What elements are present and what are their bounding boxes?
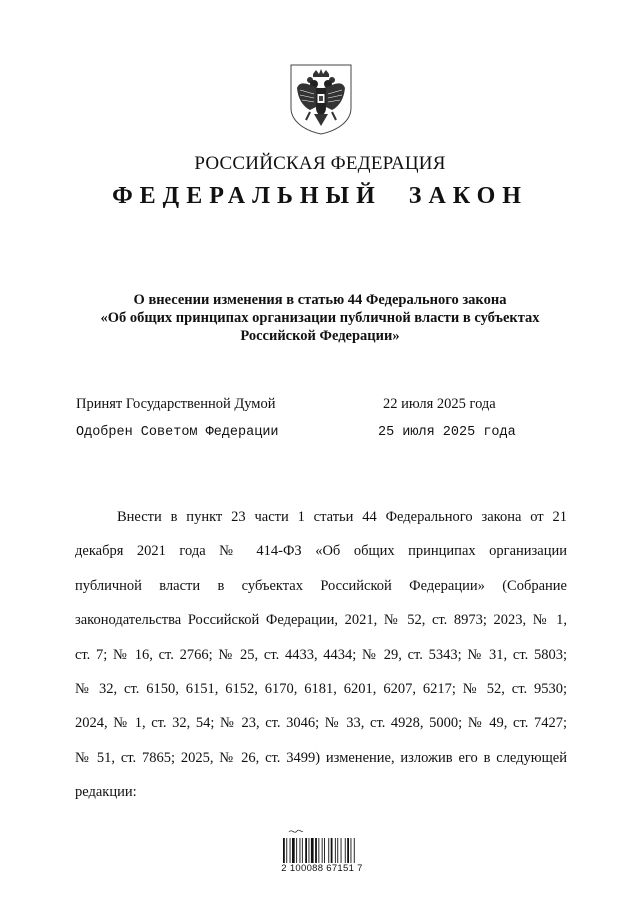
duma-adoption-label: Принят Государственной Думой	[76, 396, 276, 412]
coat-of-arms-icon	[288, 62, 354, 136]
body-line: 2024, № 1, ст. 32, 54; № 23, ст. 3046; № 33, ст. 4928, 5000; № 49, ст. 7427;	[75, 715, 567, 732]
law-title-line: О внесении изменения в статью 44 Федерального закона	[133, 292, 507, 308]
body-line: № 51, ст. 7865; 2025, № 26, ст. 3499) изменение, изложив его в следующей	[75, 749, 567, 766]
barcode-number: 2 100088 67151 7	[281, 863, 363, 874]
law-title	[60, 291, 580, 345]
body-line: Внести в пункт 23 части 1 статьи 44 Федерального закона от 21	[117, 509, 567, 525]
duma-adoption-date: 22 июля 2025 года	[383, 396, 496, 412]
council-approval-label: Одобрен Советом Федерации	[76, 425, 279, 440]
body-line: публичной власти в субъектах Российской Федерации» (Собрание	[75, 577, 567, 594]
country-heading: РОССИЙСКАЯ ФЕДЕРАЦИЯ	[194, 153, 446, 174]
law-title-line: Российской Федерации»	[240, 328, 400, 344]
document-type-heading: ФЕДЕРАЛЬНЫЙ ЗАКОН	[112, 183, 528, 209]
body-line: № 32, ст. 6150, 6151, 6152, 6170, 6181, 6201, 6207, 6217; № 52, ст. 9530;	[75, 681, 567, 698]
law-title-line: «Об общих принципах организации публичной власти в субъектах	[100, 310, 540, 326]
body-line: декабря 2021 года № 414-ФЗ «Об общих принципах организации	[75, 543, 567, 560]
body-line: редакции:	[75, 784, 137, 801]
body-line: ст. 7; № 16, ст. 2766; № 25, ст. 4433, 4434; № 29, ст. 5343; № 31, ст. 5803;	[75, 646, 567, 663]
body-line: законодательства Российской Федерации, 2021, № 52, ст. 8973; 2023, № 1,	[75, 612, 567, 629]
council-approval-date: 25 июля 2025 года	[378, 425, 516, 440]
law-body-paragraph	[75, 500, 567, 810]
